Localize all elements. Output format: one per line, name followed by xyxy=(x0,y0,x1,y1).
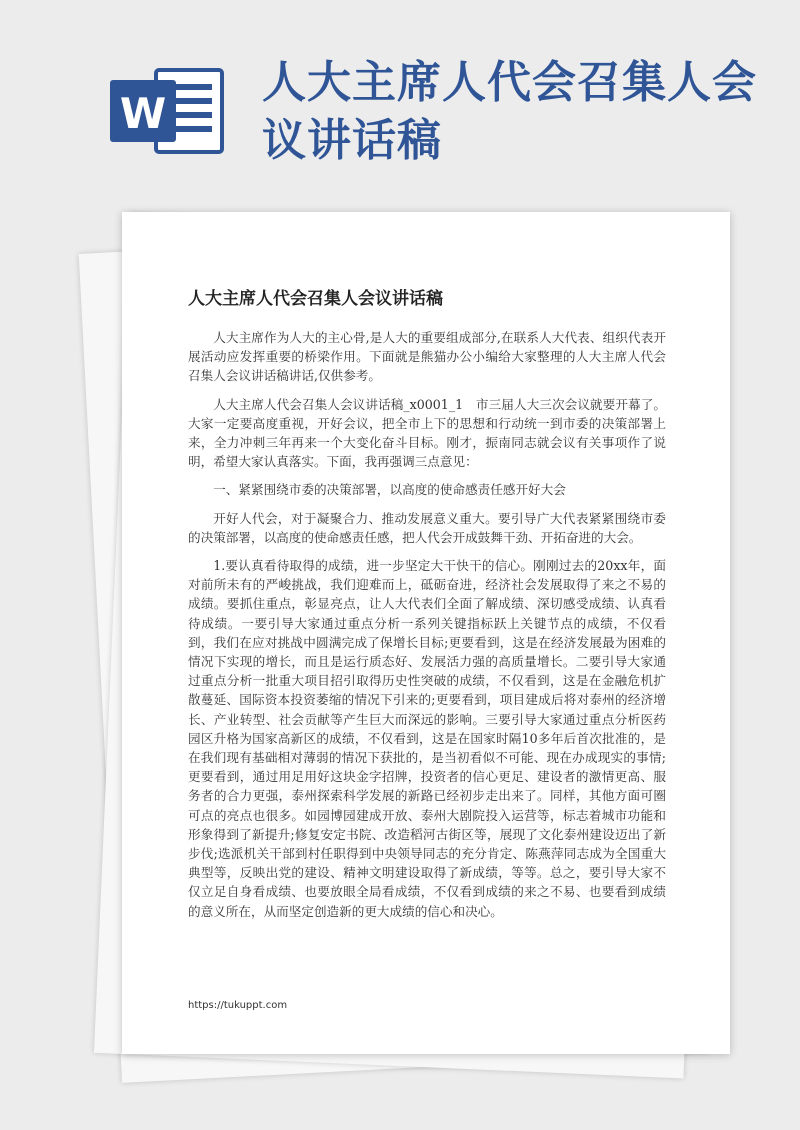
paragraph: 1.要认真看待取得的成绩，进一步坚定大干快干的信心。刚刚过去的20xx年，面对前所未有的严峻挑战，我们迎难而上，砥砺奋进，经济社会发展取得了来之不易的成绩。要抓住重点，彰显亮点，让人大代表们全面了解成绩、深切感受成绩、认真看待成绩。一要引导大家通过重点分析一系列关键指标跃上关键节点的成绩，不仅看到，我们在应对挑战中圆满完成了保增长目标;更要看到，这是在经济发展最为困难的情况下实现的增长，而且是运行质态好、发展活力强的高质量增长。二要引导大家通过重点分析一批重大项目招引取得历史性突破的成绩，不仅看到，这是在金融危机扩散蔓延、国际资本投资萎缩的情况下引来的;更要看到，项目建成后将对泰州的经济增长、产业转型、社会贡献等产生巨大而深远的影响。三要引导大家通过重点分析医药园区升格为国家高新区的成绩，不仅看到，这是在国家时隔10多年后首次批准的，是在我们现有基础相对薄弱的情况下获批的，是当初看似不可能、现在办成现实的事情;更要看到，通过用足用好这块金字招牌，投资者的信心更足、建设者的激情更高、服务者的合力更强，泰州探索科学发展的新路已经初步走出来了。同样，其他方面可圈可点的亮点也很多。如园博园建成开放、泰州大剧院投入运营等，标志着城市功能和形象得到了新提升;修复安定书院、改造稻河古街区等，展现了文化泰州建设迈出了新步伐;选派机关干部到村任职得到中央领导同志的充分肯定、陈燕萍同志成为全国重大典型等，反映出党的建设、精神文明建设取得了新成绩，等等。总之，要引导大家不仅立足自身看成绩、也要放眼全局看成绩，不仅看到成绩的来之不易、也要看到成绩的意义所在，从而坚定创造新的更大成绩的信心和决心。 xyxy=(188,558,666,919)
section-heading: 一、紧紧围绕市委的决策部署，以高度的使命感责任感开好大会 xyxy=(213,482,566,498)
word-document-icon xyxy=(108,66,226,156)
document-page xyxy=(122,212,730,1054)
banner-header xyxy=(0,0,800,200)
word-logo-letter: W xyxy=(119,89,167,138)
source-url: https://tukuppt.com xyxy=(188,1000,288,1011)
paragraph: 人大主席人代会召集人会议讲话稿_x0001_1 市三届人大三次会议就要开幕了。大家一定要高度重视，开好会议，把全市上下的思想和行动统一到市委的决策部署上来，全力冲刺三年再来一个大变化奋斗目标。刚才，振南同志就会议有关事项作了说明，希望大家认真落实。下面，我再强调三点意见： xyxy=(188,396,666,470)
paragraph: 开好人代会，对于凝聚合力、推动发展意义重大。要引导广大代表紧紧围绕市委的决策部署，以高度的使命感责任感，把人代会开成鼓舞干劲、开拓奋进的大会。 xyxy=(188,510,666,545)
header-title: 人大主席人代会召集人会议讲话稿 xyxy=(262,57,757,166)
paragraph: 人大主席作为人大的主心骨,是人大的重要组成部分,在联系人大代表、组织代表开展活动应发挥重要的桥梁作用。下面就是熊猫办公小编给大家整理的人大主席人代会召集人会议讲话稿讲话,仅供参考。 xyxy=(188,330,666,384)
document-body xyxy=(188,328,666,930)
document-title: 人大主席人代会召集人会议讲话稿 xyxy=(188,289,443,309)
